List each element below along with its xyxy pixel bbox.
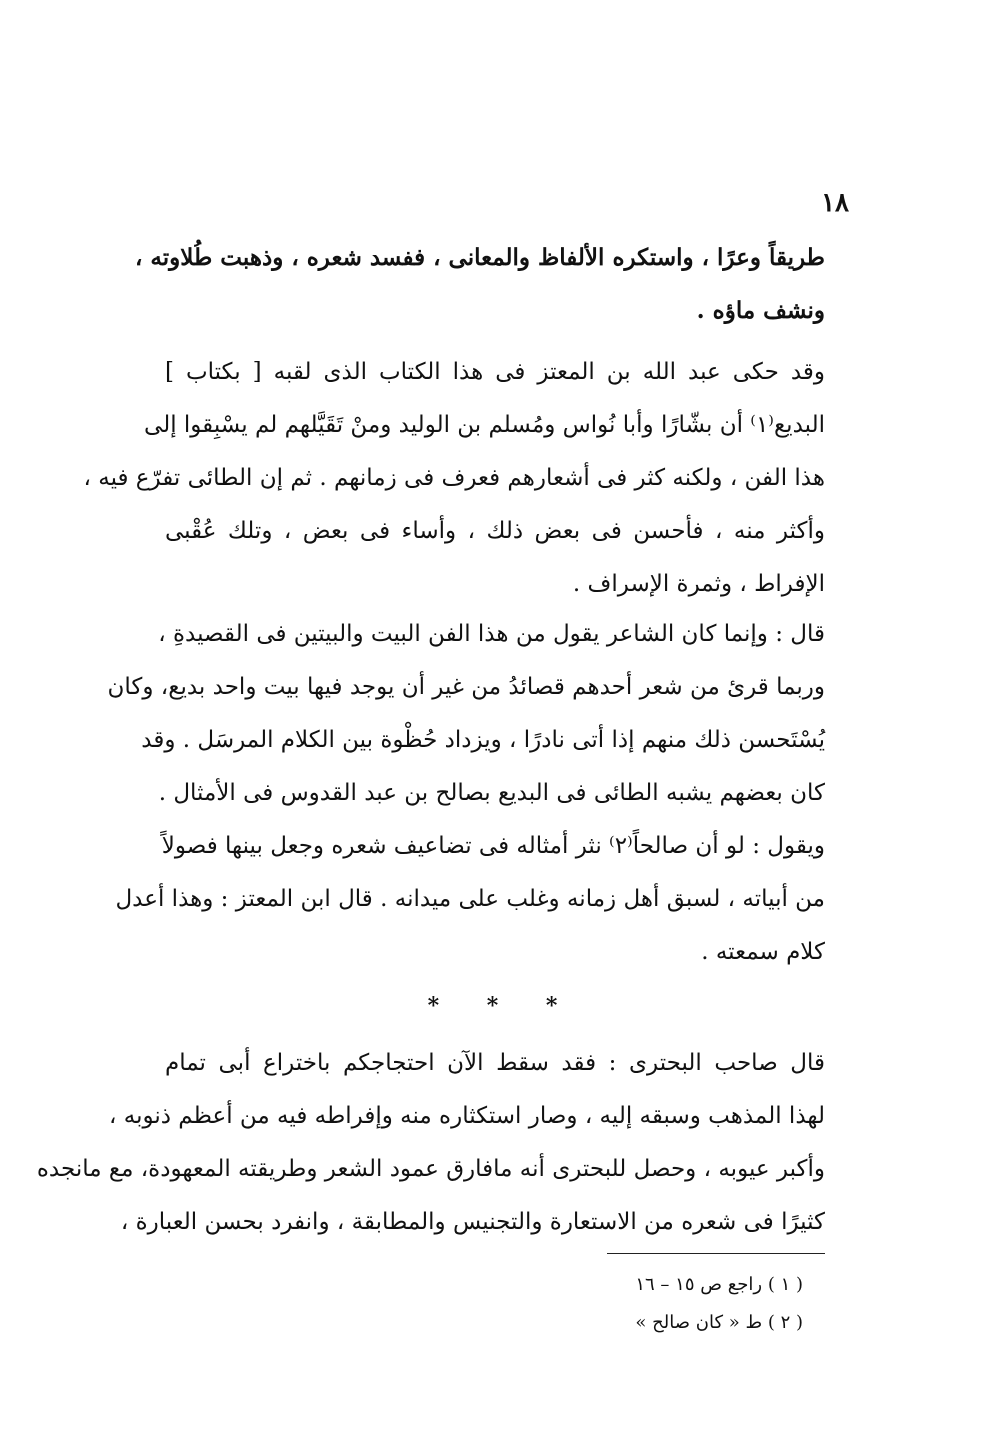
- paragraph-2: [83, 346, 825, 611]
- footnote-1: ( ١ ) راجع ص ١٥ – ١٦: [635, 1274, 803, 1295]
- text-line: قال صاحب البحترى : فقد سقط الآن احتجاجكم باختراع أبى تمام: [165, 1050, 825, 1076]
- text-line: طريقاً وعرًا ، واستكره الألفاظ والمعانى ، ففسد شعره ، وذهبت طُلاوته ،: [135, 244, 825, 271]
- paragraph-1: [135, 231, 825, 337]
- text-line: وقد حكى عبد الله بن المعتز فى هذا الكتاب الذى لقبه [ بكتاب ]: [165, 359, 825, 385]
- text-line: قال : وإنما كان الشاعر يقول من هذا الفن البيت والبيتين فى القصيدةِ ،: [158, 621, 825, 647]
- paragraph-4: [36, 1037, 825, 1249]
- paragraph-3: [107, 608, 825, 979]
- text-line: من أبياته ، لسبق أهل زمانه وغلب على ميدانه . قال ابن المعتز : وهذا أعدل: [115, 886, 825, 912]
- text-line: يُسْتَحسن ذلك منهم إذا أتى نادرًا ، ويزداد حُظْوة بين الكلام المرسَل . وقد: [141, 727, 825, 753]
- footnotes: [635, 1266, 803, 1342]
- text-line: كان بعضهم يشبه الطائى فى البديع بصالح بن عبد القدوس فى الأمثال .: [158, 780, 825, 806]
- footnote-2: ( ٢ ) ط « كان صالح »: [635, 1312, 803, 1333]
- text-line: كثيرًا فى شعره من الاستعارة والتجنيس والمطابقة ، وانفرد بحسن العبارة ،: [120, 1209, 825, 1235]
- text-line: هذا الفن ، ولكنه كثر فى أشعارهم فعرف فى زمانهم . ثم إن الطائى تفرّع فيه ،: [83, 465, 825, 491]
- section-separator: * * *: [427, 993, 578, 1019]
- text-line: البديع⁽١⁾ أن بشّارًا وأبا نُواس ومُسلم بن الوليد ومنْ تَقَيَّلهم لم يسْبِقوا إلى: [144, 412, 825, 438]
- page-number: ١٨: [821, 188, 849, 218]
- text-line: الإفراط ، وثمرة الإسراف .: [572, 571, 825, 597]
- text-line: وأكثر منه ، فأحسن فى بعض ذلك ، وأساء فى بعض ، وتلك عُقْبى: [165, 518, 825, 544]
- text-line: كلام سمعته .: [701, 939, 825, 965]
- text-line: لهذا المذهب وسبقه إليه ، وصار استكثاره منه وإفراطه فيه من أعظم ذنوبه ،: [109, 1103, 825, 1129]
- text-line: وربما قرئ من شعر أحدهم قصائدُ من غير أن يوجد فيها بيت واحد بديع، وكان: [107, 674, 825, 700]
- text-line: ويقول : لو أن صالحاً⁽٢⁾ نثر أمثاله فى تضاعيف شعره وجعل بينها فصولاً: [161, 833, 825, 859]
- text-line: ونشف ماؤه .: [696, 297, 825, 324]
- footnote-divider: [607, 1253, 825, 1254]
- text-line: وأكبر عيوبه ، وحصل للبحترى أنه مافارق عمود الشعر وطريقته المعهودة، مع مانجده: [36, 1156, 825, 1182]
